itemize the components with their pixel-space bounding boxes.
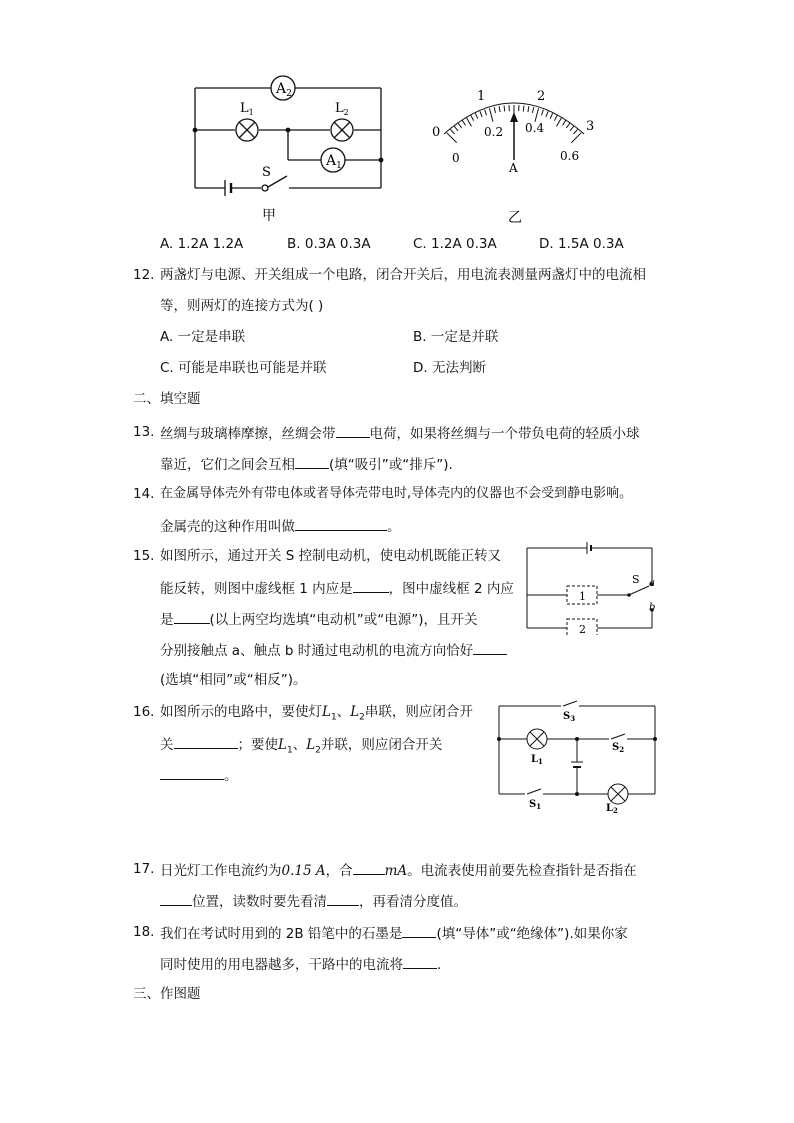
dial-tick — [480, 111, 482, 117]
dial-tick — [562, 120, 565, 125]
dial-tick — [450, 129, 454, 133]
q16-blank-2[interactable] — [160, 765, 224, 780]
A1-label: $A_1$ — [326, 153, 342, 171]
dial-tick — [471, 115, 474, 120]
q18-line1: 我们在考试时用到的 2B 铅笔中的石墨是 (填“导体”或“绝缘体”).如果你家 — [160, 923, 628, 943]
switch-S-label: S — [632, 573, 640, 586]
q17-blank-3[interactable] — [327, 891, 359, 906]
inner-tick-0-2: 0.2 — [484, 125, 504, 139]
S2-label: $S_2$ — [612, 742, 625, 754]
outer-tick-0: 0 — [432, 125, 441, 140]
dial-tick — [554, 115, 557, 120]
outer-tick-1: 1 — [477, 89, 486, 104]
q15-line2: 能反转，则图中虚线框 1 内应是 ，图中虚线框 2 内应 — [160, 578, 514, 598]
q18-blank-1[interactable] — [402, 923, 436, 938]
L2-label: $L_2$ — [606, 803, 618, 815]
q15-line4: 分别接触点 a、触点 b 时通过电动机的电流方向恰好 — [160, 640, 507, 660]
q16-number: 16. — [133, 704, 155, 720]
dial-tick — [528, 106, 529, 112]
q15-blank-1[interactable] — [353, 578, 389, 593]
circuit-figure-jia — [185, 70, 395, 230]
q15-line3: 是 (以上两空均选填“电动机”或“电源”)，且开关 — [160, 609, 478, 629]
dial-tick — [467, 118, 472, 127]
q15-number: 15. — [133, 548, 155, 564]
q17-blank-2[interactable] — [160, 891, 192, 906]
L2-label: $L_2$ — [335, 101, 349, 117]
contact-a-label: a — [649, 578, 655, 589]
L1-label: $L_1$ — [531, 754, 543, 766]
dial-tick — [485, 110, 487, 116]
inner-tick-0: 0 — [452, 151, 460, 165]
S-label: S — [262, 165, 271, 180]
dial-tick — [462, 120, 465, 125]
q17-line2: 位置，读数时要先看清 ，再看清分度值。 — [160, 891, 467, 911]
dial-tick — [550, 113, 552, 118]
dial-tick — [533, 107, 534, 113]
dial-tick — [499, 106, 500, 112]
q11-option-a: A. 1.2A 1.2A — [160, 236, 244, 252]
q16-blank-1[interactable] — [174, 734, 238, 749]
q18-number: 18. — [133, 924, 155, 940]
ammeter-dial-figure-yi — [420, 82, 610, 227]
section-heading-drawing: 三、作图题 — [133, 986, 201, 1002]
q16-line1: 如图所示的电路中，要使灯$L_1$、$L_2$串联，则应闭合开 — [160, 704, 473, 723]
dial-tick — [447, 133, 457, 143]
dial-tick — [458, 123, 462, 128]
q13-number: 13. — [133, 424, 155, 440]
box-1-label: 1 — [579, 590, 586, 603]
pointer-label: A — [509, 161, 518, 175]
dial-tick — [454, 126, 458, 131]
q17-line1: 日光灯工作电流约为0.15 A，合 mA。电流表使用前要先检查指针是否指在 — [160, 860, 637, 880]
dial-tick — [475, 113, 477, 118]
q12-text-line1: 两盏灯与电源、开关组成一个电路，闭合开关后，用电流表测量两盏灯中的电流相 — [160, 267, 646, 283]
box-2-label: 2 — [579, 623, 586, 635]
dial-tick — [571, 133, 581, 143]
S3-label: $S_3$ — [563, 711, 576, 723]
q15-blank-2[interactable] — [174, 609, 210, 624]
q14-line1: 在金属导体壳外有带电体或者导体壳带电时,导体壳内的仪器也不会受到静电影响。 — [160, 486, 633, 501]
q16-line2: 关 ；要使$L_1$、$L_2$并联，则应闭合开关 — [160, 734, 442, 760]
q12-option-a: A. 一定是串联 — [160, 329, 246, 345]
caption-jia: 甲 — [262, 208, 276, 224]
dial-tick — [542, 110, 544, 116]
dial-tick — [489, 108, 493, 122]
dial-tick — [570, 126, 574, 131]
q12-option-b: B. 一定是并联 — [413, 329, 499, 345]
q13-line1: 丝绸与玻璃棒摩擦，丝绸会带 电荷，如果将丝绸与一个带负电荷的轻质小球 — [160, 423, 640, 443]
q15-line5: (选填“相同”或“相反”)。 — [160, 672, 307, 688]
dial-tick — [546, 111, 548, 117]
q13-blank-2[interactable] — [295, 454, 329, 469]
q12-option-c: C. 可能是串联也可能是并联 — [160, 360, 327, 376]
q11-option-b: B. 0.3A 0.3A — [287, 236, 371, 252]
outer-tick-2: 2 — [537, 89, 546, 104]
dial-tick — [523, 106, 524, 112]
q18-blank-2[interactable] — [403, 954, 437, 969]
dial-tick — [494, 107, 495, 113]
q14-blank[interactable] — [295, 516, 387, 531]
q15-line1: 如图所示，通过开关 S 控制电动机，使电动机既能正转又 — [160, 548, 502, 564]
L1-label: $L_1$ — [240, 101, 254, 117]
q14-number: 14. — [133, 486, 155, 502]
inner-tick-0-4: 0.4 — [525, 121, 545, 135]
outer-tick-3: 3 — [586, 119, 595, 134]
dial-tick — [557, 118, 562, 127]
q13-blank-1[interactable] — [336, 423, 370, 438]
q14-line2: 金属壳的这种作用叫做 。 — [160, 516, 401, 536]
caption-yi: 乙 — [508, 210, 522, 226]
q12-option-d: D. 无法判断 — [413, 360, 486, 376]
contact-b-label: b — [649, 602, 656, 613]
dial-tick — [504, 106, 505, 112]
dial-tick — [566, 123, 570, 128]
q17-blank-1[interactable] — [353, 860, 385, 875]
motor-circuit-figure — [525, 540, 660, 635]
q18-line2: 同时使用的用电器越多，干路中的电流将 . — [160, 954, 441, 974]
S1-label: $S_1$ — [529, 799, 542, 811]
A2-label: $A_2$ — [276, 81, 292, 99]
q16-line3: 。 — [160, 765, 238, 785]
q17-number: 17. — [133, 861, 155, 877]
q11-option-c: C. 1.2A 0.3A — [413, 236, 497, 252]
q15-blank-3[interactable] — [473, 640, 507, 655]
dial-tick — [574, 129, 578, 133]
q11-option-d: D. 1.5A 0.3A — [539, 236, 624, 252]
lamps-switches-circuit-figure — [495, 700, 660, 815]
inner-tick-0-6: 0.6 — [560, 149, 580, 163]
dial-tick — [535, 108, 539, 122]
q12-text-line2: 等，则两灯的连接方式为( ) — [160, 298, 324, 314]
q12-number: 12. — [133, 267, 155, 283]
q13-line2: 靠近，它们之间会互相 (填“吸引”或“排斥”). — [160, 454, 453, 474]
section-heading-fill-in: 二、填空题 — [133, 391, 201, 407]
